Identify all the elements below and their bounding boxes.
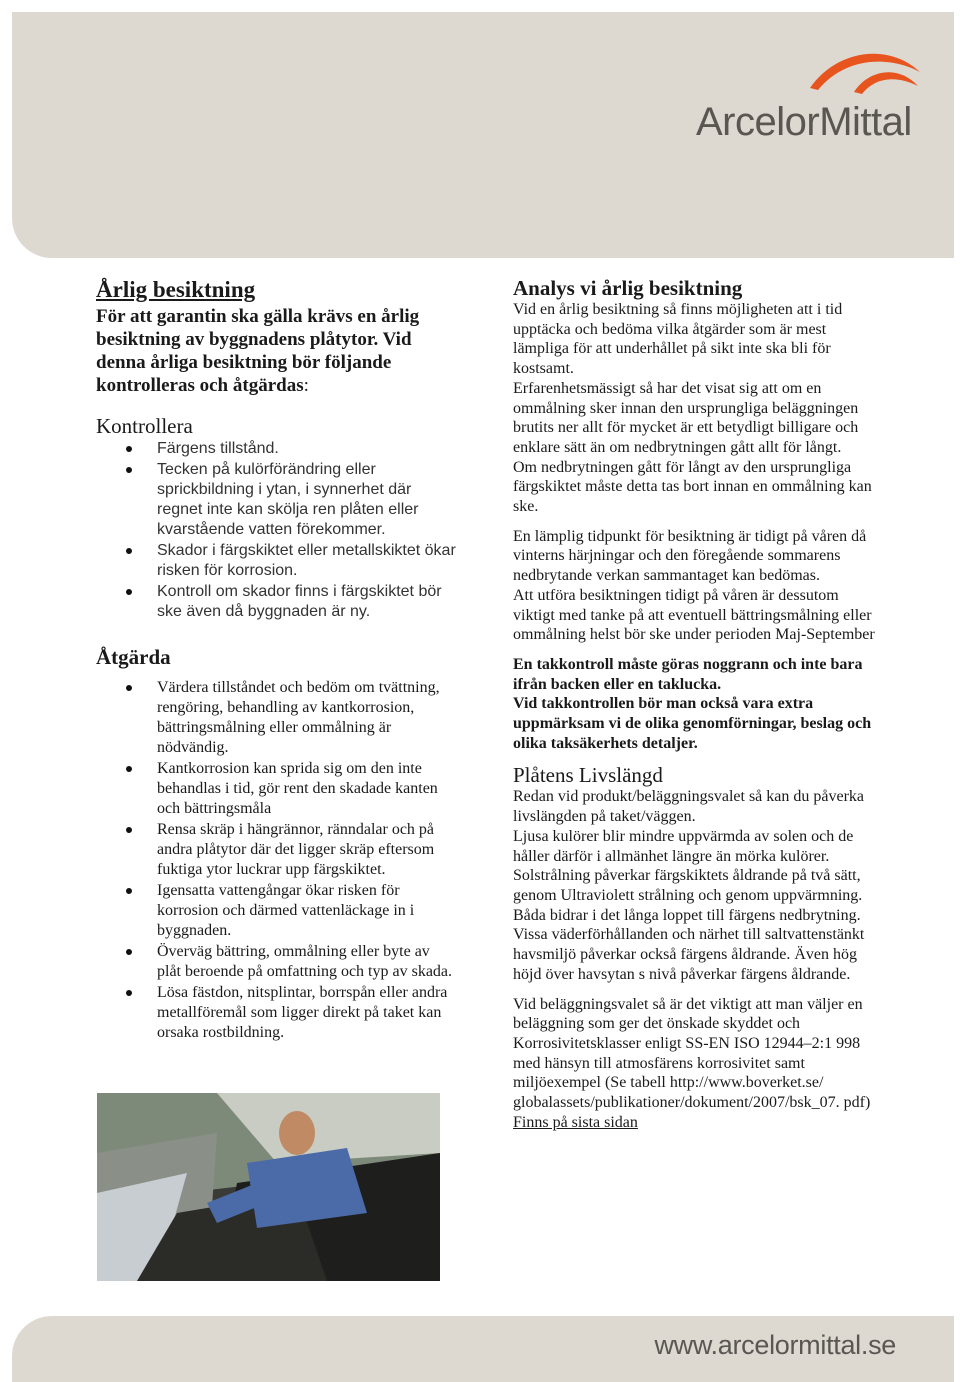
arcelormittal-logo [696, 42, 926, 152]
tidpunkt-paragraph-2: Att utföra besiktningen tidigt på våren är dessutom viktigt med tanke på att eventuell bättringsmålning eller ommålning helst bör ske under perioden Maj-September [513, 586, 875, 644]
livslangd-paragraph-1: Redan vid produkt/beläggningsvalet så kan du påverka livslängden på taket/väggen. [513, 788, 865, 826]
belaggningsval-paragraph [513, 995, 883, 1133]
right-column [513, 276, 883, 1132]
footer-url: www.arcelormittal.se [654, 1330, 896, 1360]
atgarda-list [96, 678, 456, 1043]
analys-paragraph-2: Erfarenhetsmässigt så har det visat sig att om en ommålning sker innan den ursprungliga beläggningen brutits ner allt för mycket är ett betydligt billigare och enklare sätt än om nedbrytningen gått allt för långt. [513, 379, 859, 456]
takkontroll-paragraph-1: En takkontroll måste göras noggrann och inte bara ifrån backen eller en taklucka. [513, 655, 863, 693]
list-item: Rensa skräp i hängrännor, ränndalar och på andra plåtytor där det ligger skräp eftersom fuktiga ytor luckrar upp färgskiktet. [96, 820, 456, 880]
kontrollera-list [96, 439, 456, 622]
takkontroll-paragraph-2: Vid takkontrollen bör man också vara extra uppmärksam vi de olika genomförningar, beslag och olika taksäkerhets detaljer. [513, 695, 872, 752]
finns-pa-sista-sidan-link[interactable]: Finns på sista sidan [513, 1113, 638, 1131]
header-band [12, 12, 954, 258]
heading-analys: Analys vi årlig besiktning [513, 276, 743, 300]
livslangd-paragraph-3: Vissa väderförhållanden och närhet till saltvattenstänkt havsmiljö påverkar också färgens åldrande. Även hög höjd över havsytan s nivå påverkar färgens åldrande. [513, 926, 865, 983]
livslangd-paragraph-2: Ljusa kulörer blir mindre uppvärmda av solen och de håller därför i allmänhet längre än mörka kulörer. Solstrålning påverkar färgskiktets åldrande på två sätt, genom Ultraviolett strålning och genom uppvärmning. Båda bidrar i det långa loppet till färgens nedbrytning. [513, 827, 863, 924]
footer-band [12, 1316, 954, 1382]
analys-paragraph-3: Om nedbrytningen gått för långt av den ursprungliga färgskiktet måste detta tas bort innan en ommålning kan ske. [513, 458, 872, 516]
list-item: Igensatta vattengångar ökar risken för korrosion och därmed vattenläckage in i byggnaden. [96, 881, 456, 941]
roof-photo-illustration [97, 1093, 440, 1281]
intro-paragraph [96, 305, 456, 397]
title-arlig-besiktning: Årlig besiktning [96, 277, 256, 302]
intro-text: För att garantin ska gälla krävs en årlig besiktning av byggnadens plåtytor. Vid denna årliga besiktning bör följande kontrolleras och åtgärdas [96, 306, 420, 396]
list-item: Tecken på kulörförändring eller sprickbildning i ytan, i synnerhet där regnet inte kan skölja ren plåten eller kvarstående vatten förekommer. [96, 460, 456, 540]
list-item: Lösa fästdon, nitsplintar, borrspån eller andra metallföremål som ligger direkt på taket kan orsaka rostbildning. [96, 983, 456, 1043]
left-column [96, 276, 456, 1044]
analys-paragraph-1: Vid en årlig besiktning så finns möjligheten att i tid upptäcka och bedöma vilka åtgärder som är mest lämpliga för att underhållet på sikt inte ska bli för kostsamt. [513, 301, 843, 378]
roof-inspection-photo [97, 1093, 440, 1281]
list-item: Kantkorrosion kan sprida sig om den inte behandlas i tid, gör rent den skadade kanten och bättringsmåla [96, 759, 456, 819]
list-item: Färgens tillstånd. [96, 439, 456, 459]
belaggningsval-text: Vid beläggningsvalet så är det viktigt att man väljer en beläggning som ger det önskade skyddet och Korrosivitetsklasser enligt SS-EN ISO 12944–2:1 998 med hänsyn till atmosfärens korrosivitet samt miljöexempel (Se tabell http://www.boverket.se/ globalassets/publikationer/dokument/2007/bsk_07. pdf) [513, 995, 871, 1112]
list-item: Överväg bättring, ommålning eller byte av plåt beroende på omfattning och typ av skada. [96, 942, 456, 982]
list-item: Kontroll om skador finns i färgskiktet bör ske även då byggnaden är ny. [96, 582, 456, 622]
heading-kontrollera: Kontrollera [96, 414, 193, 438]
heading-livslangd: Plåtens Livslängd [513, 763, 663, 788]
intro-colon: : [303, 375, 309, 396]
logo-arc-icon [806, 42, 924, 94]
heading-atgarda: Åtgärda [96, 645, 171, 669]
list-item: Skador i färgskiktet eller metallskiktet ökar risken för korrosion. [96, 541, 456, 581]
list-item: Värdera tillståndet och bedöm om tvättning, rengöring, behandling av kantkorrosion, bättringsmålning eller ommålning är nödvändig. [96, 678, 456, 758]
logo-wordmark: ArcelorMittal [696, 100, 912, 144]
tidpunkt-paragraph-1: En lämplig tidpunkt för besiktning är tidigt på våren då vinterns härjningar och den föregående sommarens nedbrytande verkan sammantaget kan bedömas. [513, 527, 867, 585]
